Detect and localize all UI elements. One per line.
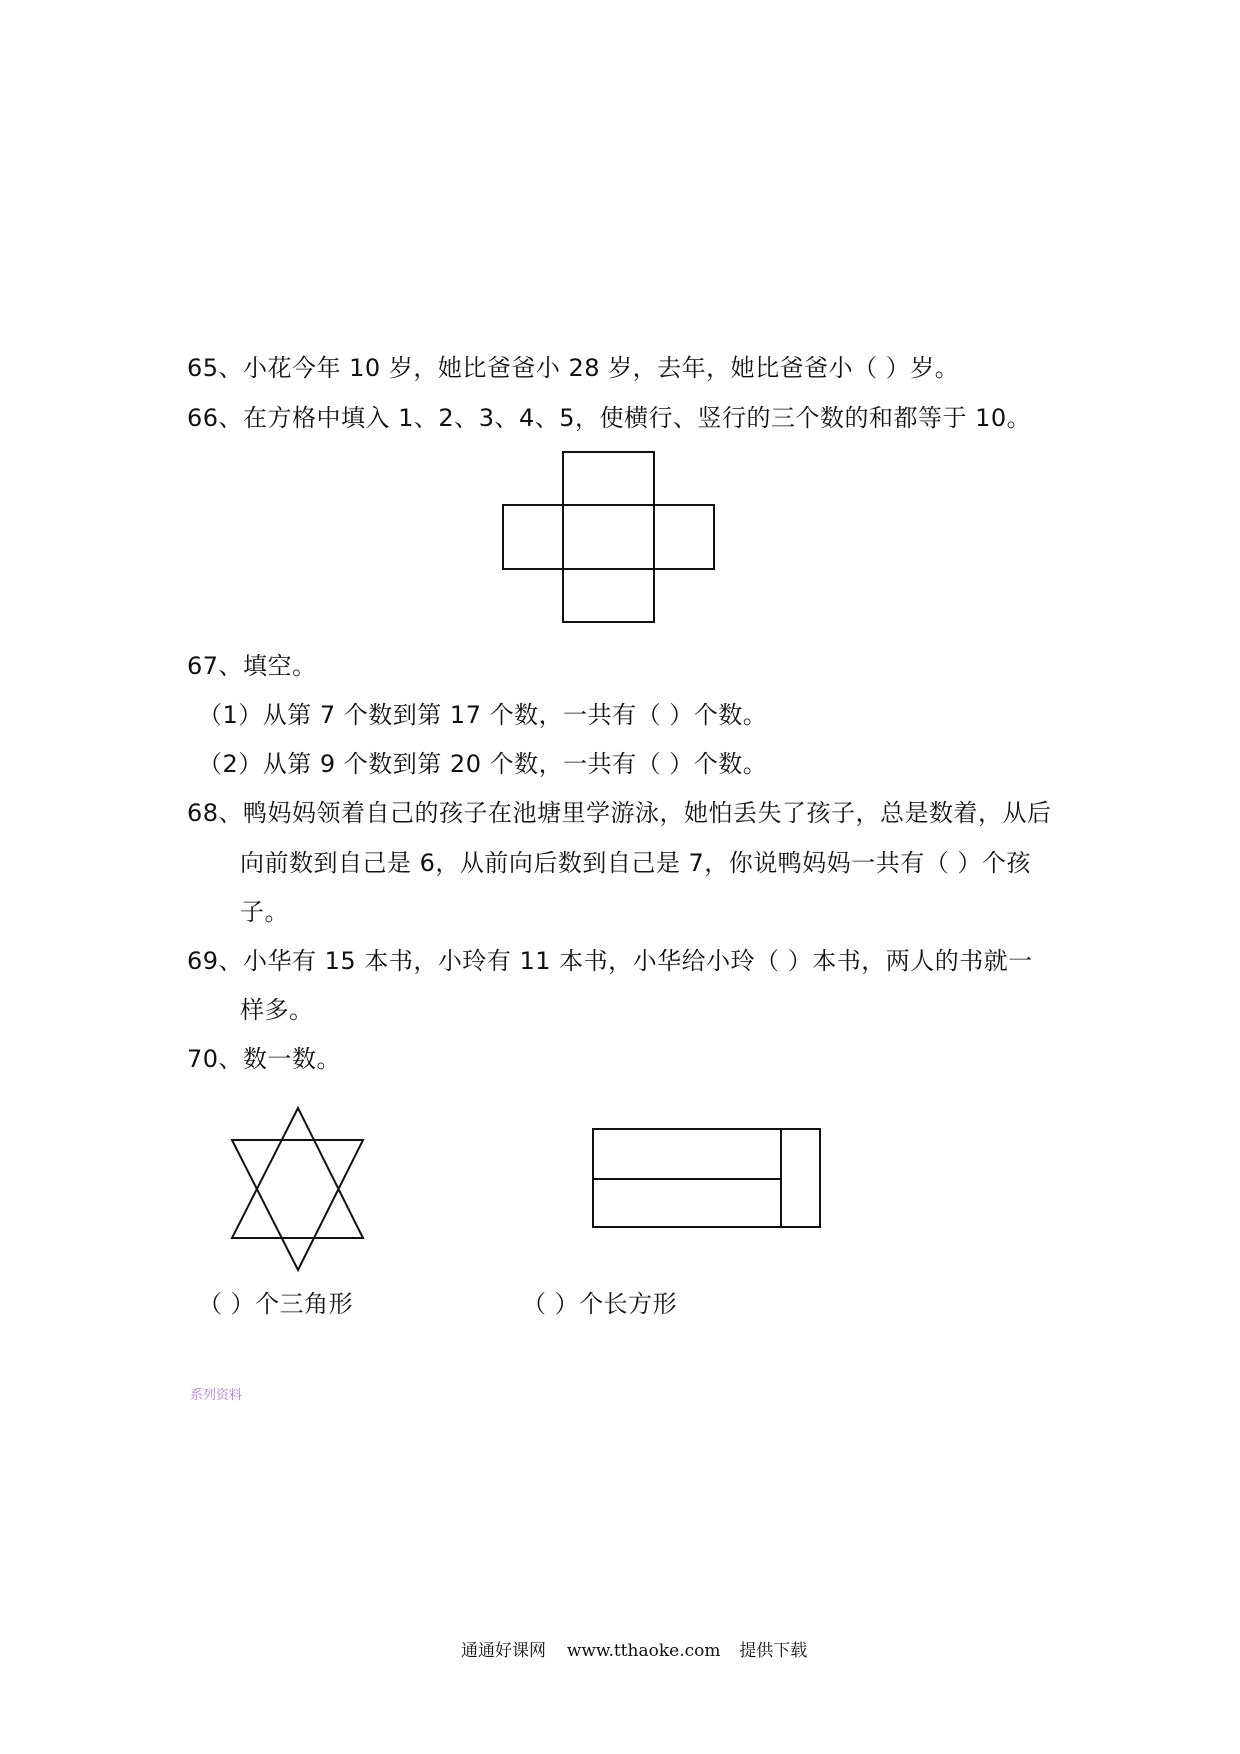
star-triangle-down xyxy=(232,1140,363,1270)
grid-cell-top xyxy=(563,452,654,505)
cross-grid xyxy=(503,452,714,622)
series-materials-link[interactable]: 系列资料 xyxy=(190,1388,243,1403)
question-67: 67、填空。 xyxy=(187,652,317,680)
question-66: 66、在方格中填入 1、2、3、4、5，使横行、竖行的三个数的和都等于 10。 xyxy=(187,404,1032,432)
footer-site-name: 通通好课网 xyxy=(461,1641,546,1661)
footer-suffix: 提供下载 xyxy=(739,1641,808,1661)
grid-cell-left xyxy=(503,505,563,569)
star-of-david xyxy=(232,1108,363,1270)
rectangle-figure xyxy=(593,1129,820,1227)
question-70: 70、数一数。 xyxy=(187,1045,342,1073)
rectangle-count-answer: （ ）个长方形 xyxy=(522,1290,678,1318)
grid-cell-center xyxy=(563,505,654,569)
triangle-count-answer: （ ）个三角形 xyxy=(198,1290,354,1318)
grid-cell-right xyxy=(654,505,714,569)
star-triangle-up xyxy=(232,1108,363,1238)
grid-cell-bottom xyxy=(563,569,654,622)
question-67-part-2: （2）从第 9 个数到第 20 个数，一共有（ ）个数。 xyxy=(198,750,768,778)
question-67-part-1: （1）从第 7 个数到第 17 个数，一共有（ ）个数。 xyxy=(198,701,768,729)
footer xyxy=(461,1636,807,1661)
question-68-line-3: 子。 xyxy=(240,898,289,926)
footer-url[interactable]: www.tthaoke.com xyxy=(566,1641,721,1661)
question-65: 65、小花今年 10 岁，她比爸爸小 28 岁，去年，她比爸爸小（ ）岁。 xyxy=(187,354,960,382)
question-69-line-1: 69、小华有 15 本书，小玲有 11 本书，小华给小玲（ ）本书，两人的书就一 xyxy=(187,947,1033,975)
question-69-line-2: 样多。 xyxy=(240,996,314,1024)
question-68-line-1: 68、鸭妈妈领着自己的孩子在池塘里学游泳，她怕丢失了孩子，总是数着，从后 xyxy=(187,799,1052,827)
question-68-line-2: 向前数到自己是 6，从前向后数到自己是 7，你说鸭妈妈一共有（ ）个孩 xyxy=(240,849,1031,877)
